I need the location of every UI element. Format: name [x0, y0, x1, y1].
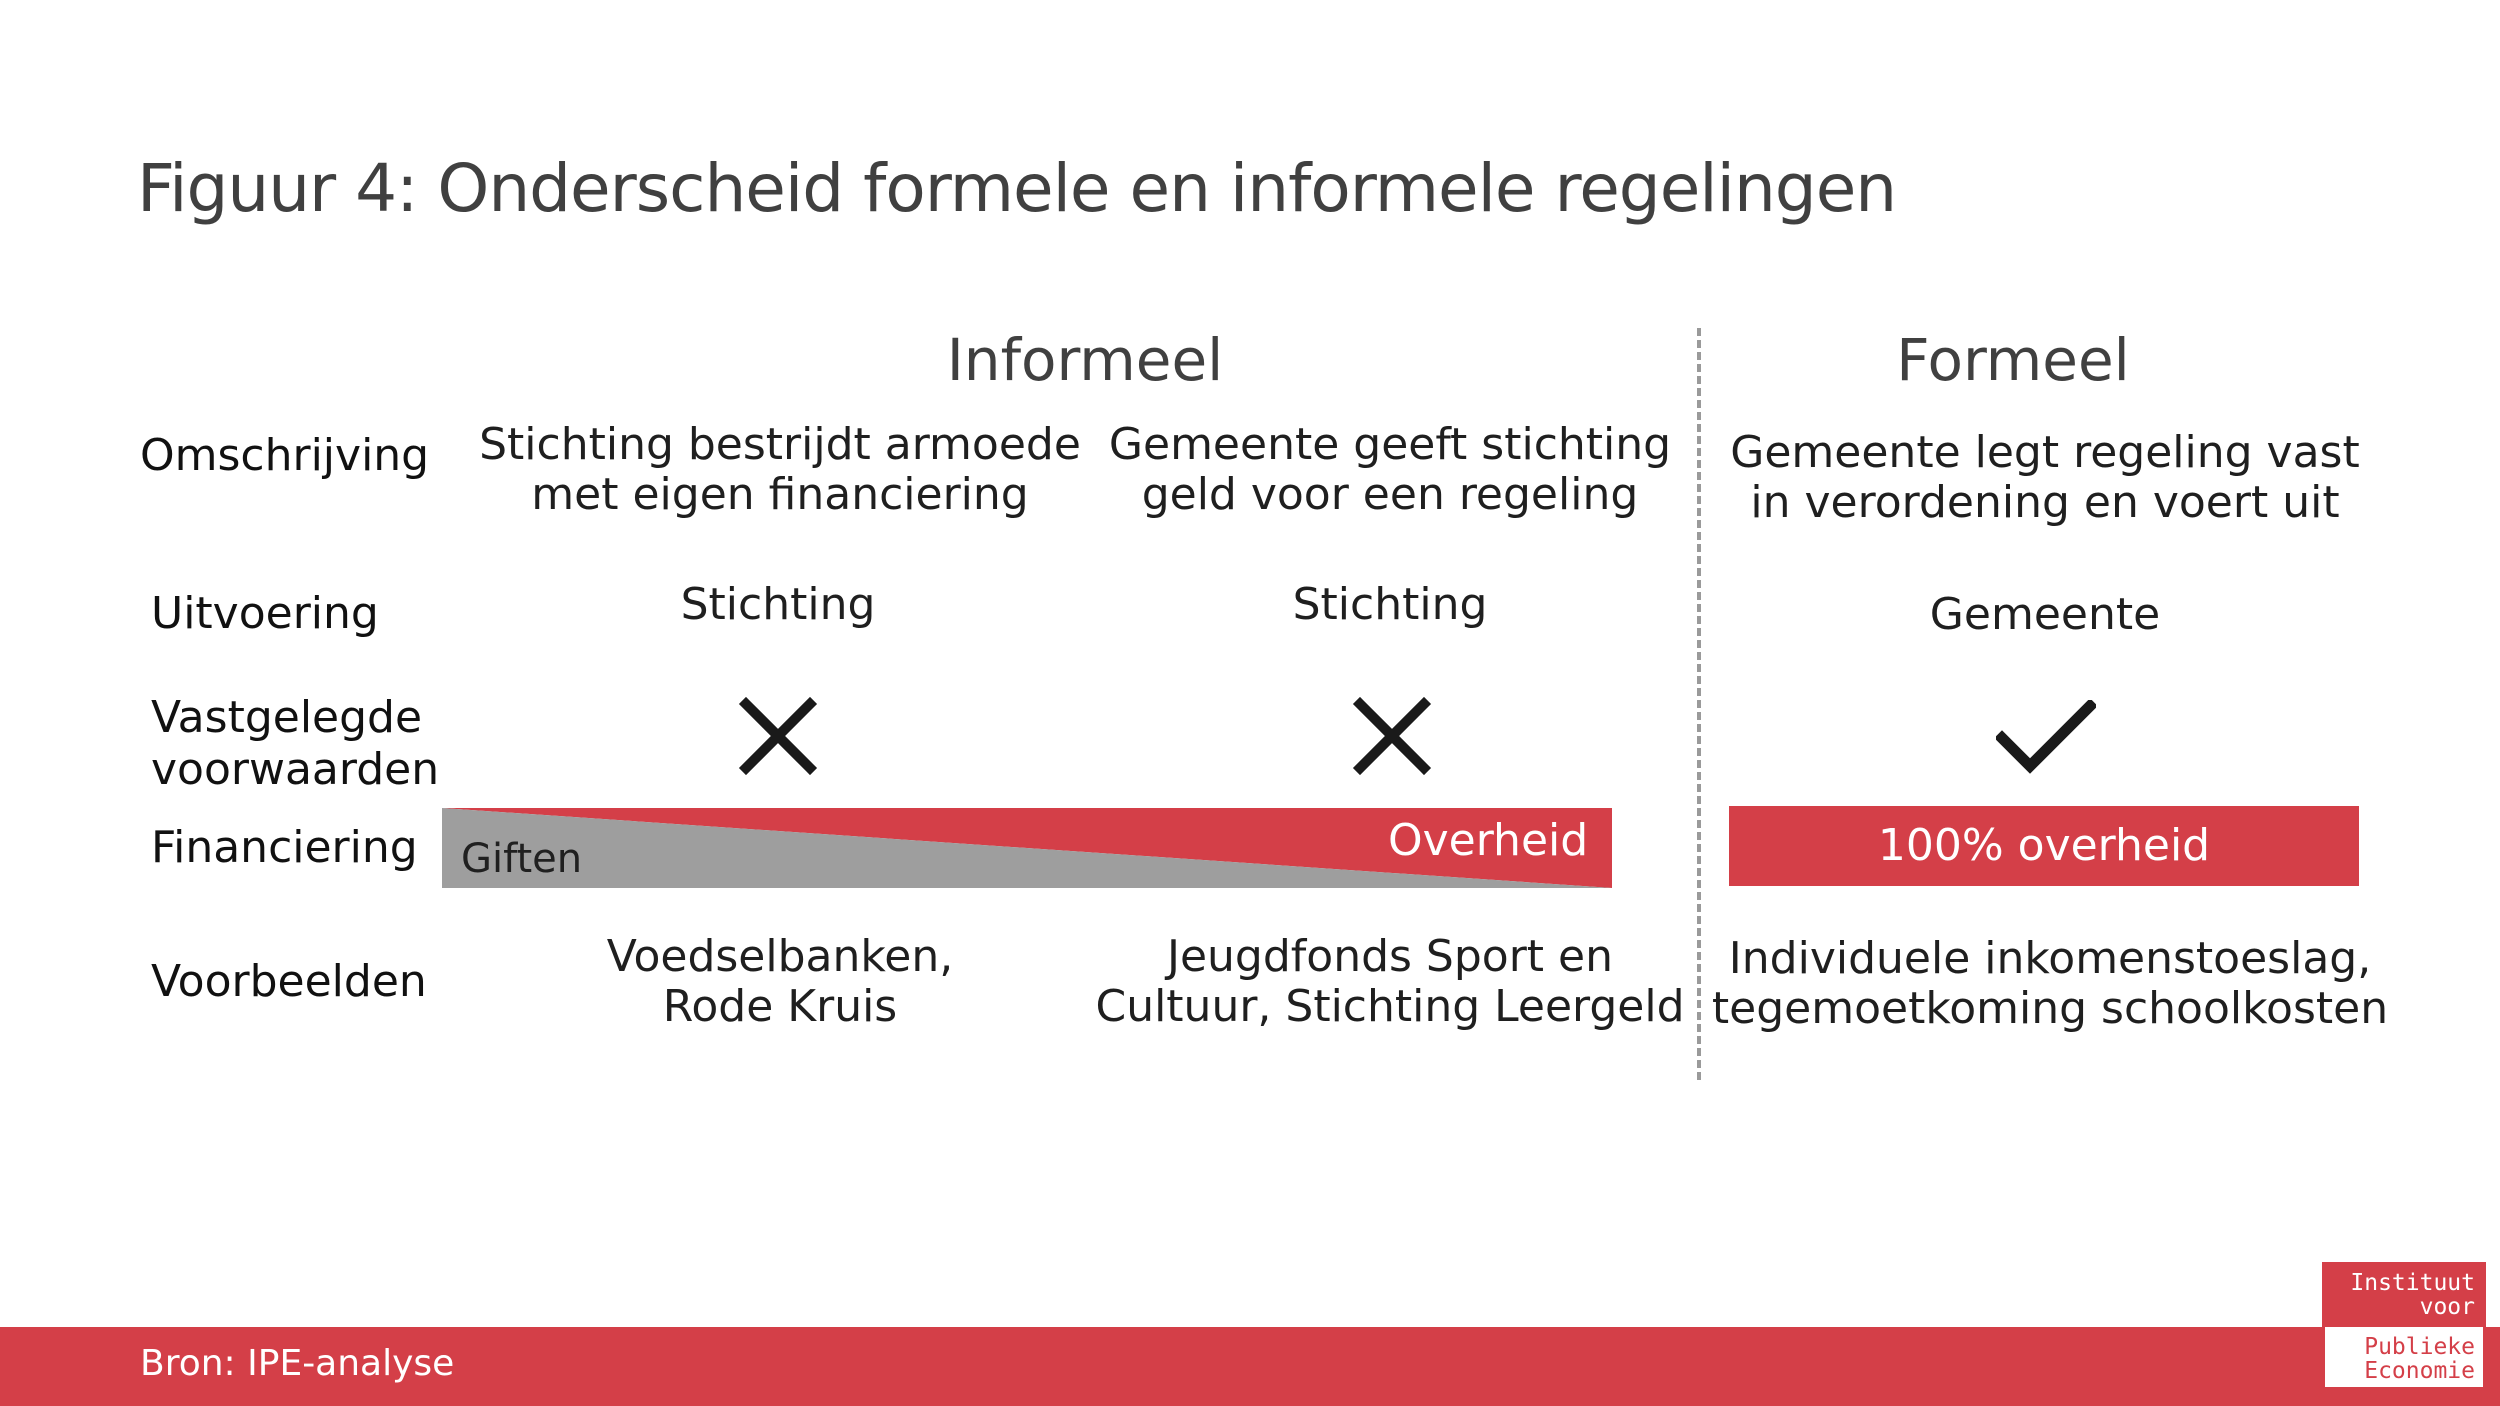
execution-cell-c: Gemeente	[1929, 589, 2161, 640]
column-header-formal-label: Formeel	[1896, 326, 2130, 394]
ipe-logo	[2322, 1262, 2486, 1390]
cross-icon	[1352, 696, 1432, 776]
ipe-logo-bottom	[2325, 1329, 2483, 1389]
row-label-funding: Financiering	[151, 822, 418, 873]
description-cell-b-line1: Gemeente geeft stichting	[1108, 419, 1672, 470]
funding-label-government: Overheid	[1388, 815, 1589, 866]
examples-cell-a	[470, 932, 1090, 1032]
examples-cell-a-line2: Rode Kruis	[662, 981, 898, 1032]
row-label-description: Omschrijving	[140, 430, 430, 481]
description-cell-a-line2: met eigen financiering	[531, 469, 1029, 520]
execution-cell-a: Stichting	[680, 579, 876, 630]
examples-cell-b-line2: Cultuur, Stichting Leergeld	[1095, 981, 1685, 1032]
description-cell-c	[1720, 428, 2370, 528]
row-label-conditions	[151, 692, 439, 796]
row-label-conditions-line2: voorwaarden	[151, 744, 440, 795]
check-icon	[1996, 700, 2096, 776]
column-header-informal-label: Informeel	[946, 326, 1224, 394]
logo-line2: voor	[2419, 1294, 2475, 1320]
row-label-conditions-line1: Vastgelegde	[151, 692, 423, 743]
funding-label-donations: Giften	[461, 836, 583, 882]
description-cell-a	[470, 420, 1090, 520]
description-cell-a-line1: Stichting bestrijdt armoede	[479, 419, 1081, 470]
examples-cell-b-line1: Jeugdfonds Sport en	[1167, 931, 1613, 982]
examples-cell-c-line2: tegemoetkoming schoolkosten	[1711, 983, 2389, 1034]
examples-cell-c	[1710, 934, 2390, 1034]
description-cell-c-line1: Gemeente legt regeling vast	[1730, 427, 2360, 478]
figure-title: Figuur 4: Onderscheid formele en informele regelingen	[137, 150, 1897, 227]
execution-cell-b: Stichting	[1292, 579, 1488, 630]
source-note: Bron: IPE-analyse	[140, 1343, 455, 1384]
funding-bar-formal: 100% overheid	[1729, 806, 2359, 886]
description-cell-c-line2: in verordening en voert uit	[1750, 477, 2340, 528]
logo-line3: Publieke	[2364, 1334, 2475, 1360]
logo-line1: Instituut	[2350, 1270, 2475, 1296]
logo-line4: Economie	[2364, 1358, 2475, 1384]
description-cell-b-line2: geld voor een regeling	[1141, 469, 1639, 520]
examples-cell-c-line1: Individuele inkomenstoeslag,	[1728, 933, 2372, 984]
examples-cell-b	[1080, 932, 1700, 1032]
row-label-examples: Voorbeelden	[151, 956, 427, 1007]
ipe-logo-top	[2325, 1265, 2483, 1327]
row-label-execution: Uitvoering	[151, 588, 379, 639]
description-cell-b	[1080, 420, 1700, 520]
cross-icon	[738, 696, 818, 776]
examples-cell-a-line1: Voedselbanken,	[606, 931, 954, 982]
